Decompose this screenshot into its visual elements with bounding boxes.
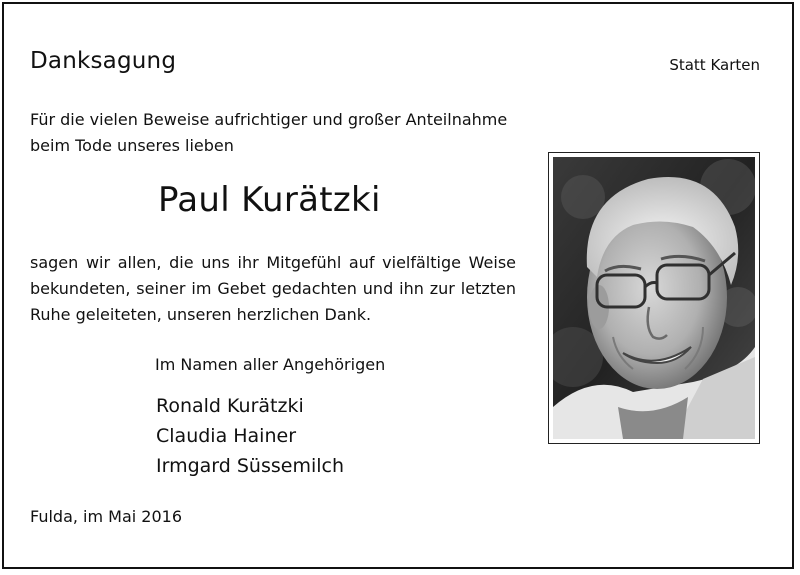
thanks-line: Ruhe geleiteten, unseren herzlichen Dank. xyxy=(30,305,372,324)
signer-name: Ronald Kurätzki xyxy=(156,395,304,417)
thanks-text xyxy=(30,250,516,328)
intro-line: beim Tode unseres lieben xyxy=(30,136,234,155)
signer-name: Irmgard Süssemilch xyxy=(156,455,345,477)
portrait-image xyxy=(553,157,755,439)
signer-name: Claudia Hainer xyxy=(156,425,297,447)
place-date: Fulda, im Mai 2016 xyxy=(30,507,183,526)
deceased-name: Paul Kurätzki xyxy=(158,180,381,220)
intro-text xyxy=(30,107,530,159)
portrait-photo xyxy=(548,152,760,444)
statt-karten-note: Statt Karten xyxy=(669,56,760,74)
thanks-line: sagen wir allen, die uns ihr Mitgefühl auf vielfältige Weise xyxy=(30,253,516,272)
on-behalf-line: Im Namen aller Angehörigen xyxy=(155,355,386,374)
intro-line: Für die vielen Beweise aufrichtiger und großer Anteilnahme xyxy=(30,110,508,129)
thanks-line: bekundeten, seiner im Gebet gedachten und ihn zur letzten xyxy=(30,279,516,298)
notice-heading: Danksagung xyxy=(30,48,177,74)
signers-list xyxy=(156,391,344,481)
